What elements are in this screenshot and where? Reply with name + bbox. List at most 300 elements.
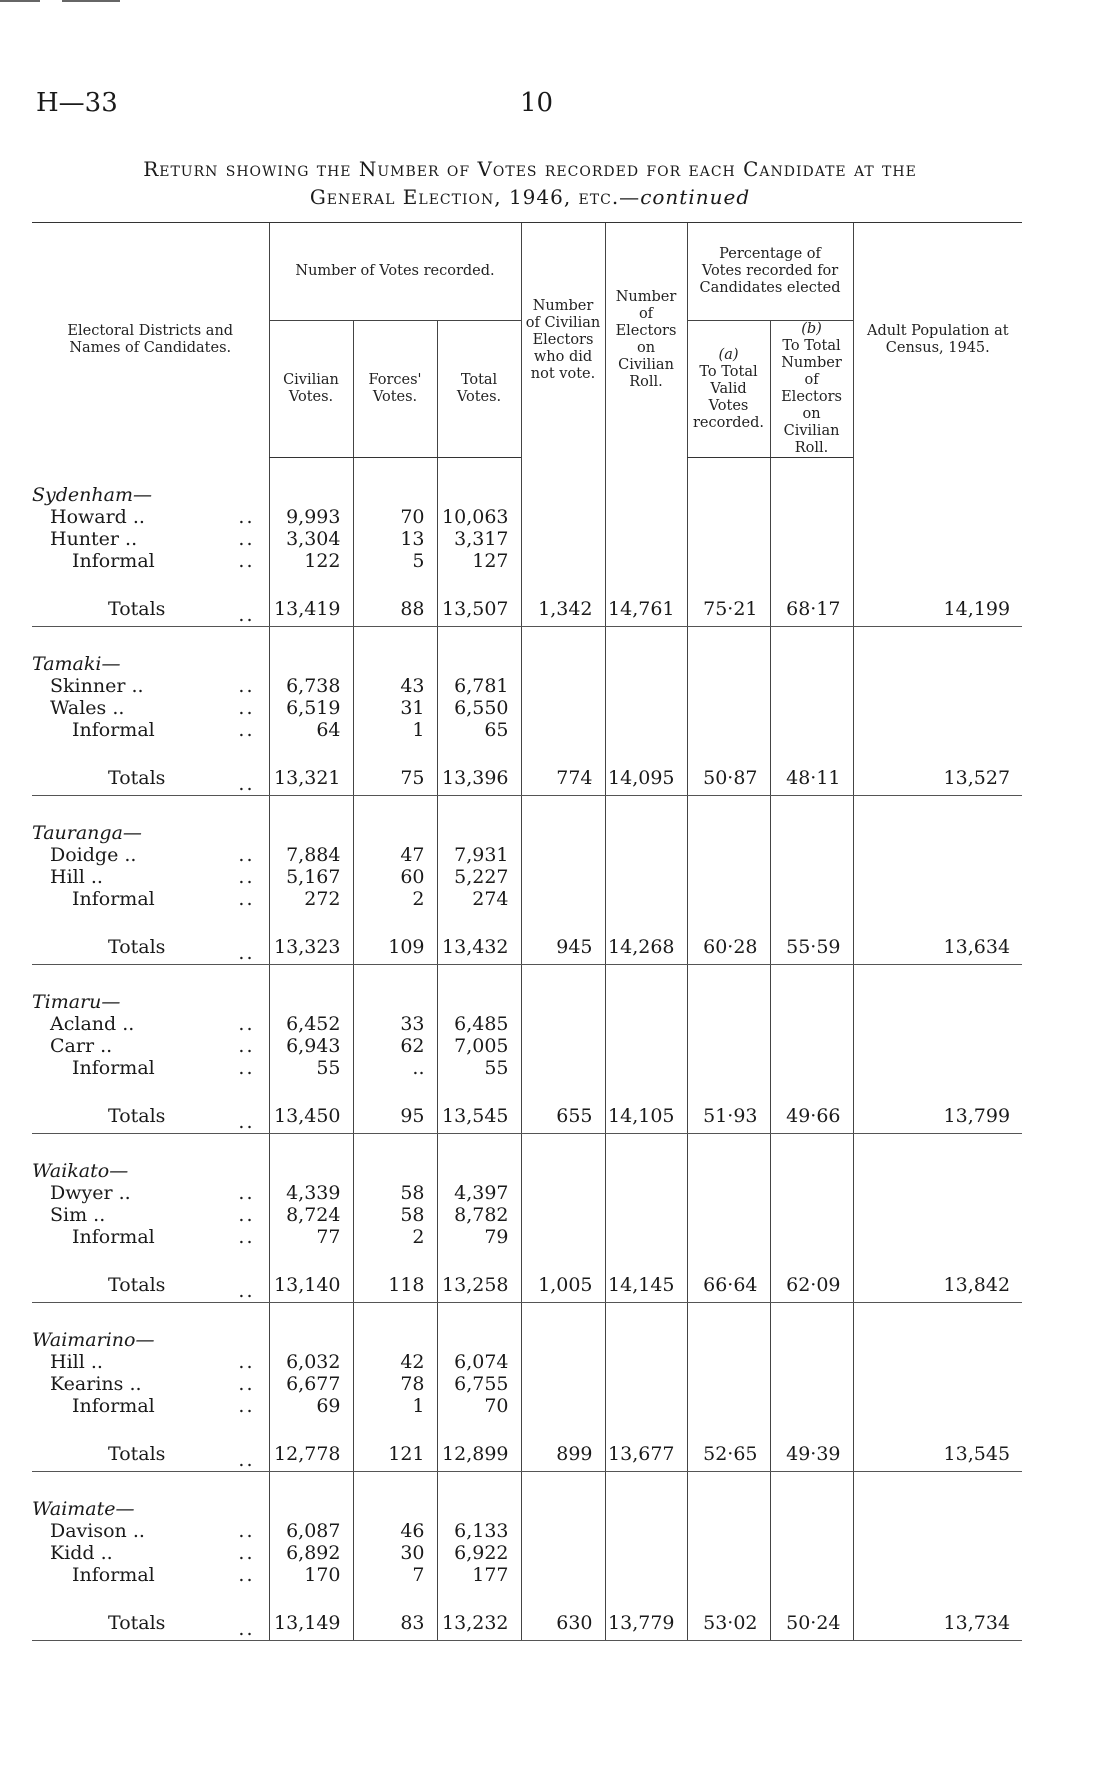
empty-cell: [605, 1520, 687, 1542]
empty-cell: [521, 1471, 605, 1520]
empty-cell: [687, 626, 770, 675]
civilian-votes: 6,032: [269, 1351, 353, 1373]
pct-electors: 50·24: [770, 1586, 853, 1641]
total-votes: 6,781: [437, 675, 521, 697]
leader-dots: ..: [238, 1563, 255, 1586]
empty-cell: [853, 1302, 1022, 1351]
candidate-row: [32, 528, 1022, 550]
empty-cell: [605, 1302, 687, 1351]
informal-row: [32, 888, 1022, 910]
candidate-row: [32, 1351, 1022, 1373]
empty-cell: [605, 1471, 687, 1520]
leader-dots: ..: [238, 1181, 255, 1204]
col-total-header: Total Votes.: [437, 321, 521, 458]
leader-dots: ..: [238, 1372, 255, 1395]
electors-on-roll: 14,145: [605, 1248, 687, 1303]
totals-row: [32, 572, 1022, 627]
civilian-votes-total: 13,419: [269, 572, 353, 627]
pct-valid-votes: 53·02: [687, 1586, 770, 1641]
empty-cell: [269, 1133, 353, 1182]
total-votes: 79: [437, 1226, 521, 1248]
col-pct-b-text: To Total Number of Electors on Civilian Roll.: [781, 338, 842, 456]
empty-cell: [521, 1351, 605, 1373]
candidate-row: [32, 1182, 1022, 1204]
leader-dots: ..: [238, 1110, 255, 1133]
empty-cell: [853, 1351, 1022, 1373]
empty-cell: [521, 697, 605, 719]
col-pct-a-header: [687, 321, 770, 458]
col-civilian-header: Civilian Votes.: [269, 321, 353, 458]
totals-label-text: Totals: [108, 1611, 166, 1634]
forces-votes: 31: [353, 697, 437, 719]
informal-row: [32, 1226, 1022, 1248]
forces-votes: 46: [353, 1520, 437, 1542]
table-body: [32, 458, 1022, 1641]
total-votes: 127: [437, 550, 521, 572]
district-row: [32, 795, 1022, 844]
total-votes: 3,317: [437, 528, 521, 550]
empty-cell: [687, 1471, 770, 1520]
civilian-votes: 5,167: [269, 866, 353, 888]
civilian-votes: 64: [269, 719, 353, 741]
non-voters: 899: [521, 1417, 605, 1472]
informal-row: [32, 1057, 1022, 1079]
empty-cell: [521, 1013, 605, 1035]
total-votes: 8,782: [437, 1204, 521, 1226]
leader-dots: ..: [238, 1279, 255, 1302]
civilian-votes: 122: [269, 550, 353, 572]
empty-cell: [605, 506, 687, 528]
empty-cell: [687, 1564, 770, 1586]
pct-valid-votes: 51·93: [687, 1079, 770, 1134]
empty-cell: [605, 1226, 687, 1248]
civilian-votes: 7,884: [269, 844, 353, 866]
district-name-text: Tamaki—: [32, 652, 121, 675]
empty-cell: [687, 1395, 770, 1417]
totals-label-text: Totals: [108, 1273, 166, 1296]
empty-cell: [687, 1182, 770, 1204]
candidate-row: [32, 1542, 1022, 1564]
total-votes-total: 13,396: [437, 741, 521, 796]
civilian-votes: 170: [269, 1564, 353, 1586]
forces-votes: 58: [353, 1182, 437, 1204]
district-row: [32, 1133, 1022, 1182]
total-votes: 7,005: [437, 1035, 521, 1057]
candidate-name: [32, 1520, 269, 1542]
empty-cell: [770, 506, 853, 528]
informal-label-text: Informal: [72, 718, 155, 741]
forces-votes: 58: [353, 1204, 437, 1226]
candidate-row: [32, 1013, 1022, 1035]
civilian-votes-total: 13,321: [269, 741, 353, 796]
informal-label: [32, 550, 269, 572]
empty-cell: [605, 550, 687, 572]
civilian-votes-total: 13,149: [269, 1586, 353, 1641]
empty-cell: [605, 1133, 687, 1182]
empty-cell: [853, 888, 1022, 910]
informal-label: [32, 1226, 269, 1248]
leader-dots: ..: [238, 696, 255, 719]
district-name-text: Waimate—: [32, 1497, 135, 1520]
empty-cell: [605, 1035, 687, 1057]
adult-population: 13,545: [853, 1417, 1022, 1472]
totals-label-text: Totals: [108, 935, 166, 958]
totals-label-text: Totals: [108, 1442, 166, 1465]
empty-cell: [687, 866, 770, 888]
candidate-name-text: Hill ..: [50, 865, 103, 888]
leader-dots: ..: [238, 505, 255, 528]
civilian-votes: 6,087: [269, 1520, 353, 1542]
district-name: [32, 1471, 269, 1520]
empty-cell: [770, 1373, 853, 1395]
non-voters: 1,005: [521, 1248, 605, 1303]
candidate-row: [32, 506, 1022, 528]
empty-cell: [605, 1013, 687, 1035]
empty-cell: [605, 964, 687, 1013]
forces-votes-total: 88: [353, 572, 437, 627]
informal-label: [32, 888, 269, 910]
forces-votes-total: 95: [353, 1079, 437, 1134]
forces-votes: 1: [353, 1395, 437, 1417]
empty-cell: [853, 1204, 1022, 1226]
forces-votes: 7: [353, 1564, 437, 1586]
leader-dots: ..: [238, 674, 255, 697]
non-voters: 630: [521, 1586, 605, 1641]
total-votes: 70: [437, 1395, 521, 1417]
total-votes: 274: [437, 888, 521, 910]
forces-votes: 78: [353, 1373, 437, 1395]
empty-cell: [687, 1373, 770, 1395]
empty-cell: [770, 795, 853, 844]
empty-cell: [437, 1133, 521, 1182]
leader-dots: ..: [238, 941, 255, 964]
candidate-name-text: Skinner ..: [50, 674, 144, 697]
empty-cell: [853, 866, 1022, 888]
empty-cell: [770, 458, 853, 506]
district-name-text: Timaru—: [32, 990, 121, 1013]
empty-cell: [521, 1395, 605, 1417]
empty-cell: [853, 1226, 1022, 1248]
empty-cell: [269, 1471, 353, 1520]
leader-dots: ..: [238, 1394, 255, 1417]
empty-cell: [853, 458, 1022, 506]
forces-votes: 70: [353, 506, 437, 528]
empty-cell: [687, 528, 770, 550]
candidate-name: [32, 866, 269, 888]
empty-cell: [353, 458, 437, 506]
candidate-name: [32, 1373, 269, 1395]
col-population-header: Adult Population at Census, 1945.: [853, 223, 1022, 458]
electors-on-roll: 14,105: [605, 1079, 687, 1134]
empty-cell: [770, 719, 853, 741]
civilian-votes: 6,519: [269, 697, 353, 719]
empty-cell: [770, 1057, 853, 1079]
leader-dots: ..: [238, 1541, 255, 1564]
civilian-votes: 69: [269, 1395, 353, 1417]
leader-dots: ..: [238, 887, 255, 910]
forces-votes-total: 109: [353, 910, 437, 965]
empty-cell: [770, 888, 853, 910]
total-votes: 6,922: [437, 1542, 521, 1564]
empty-cell: [521, 1520, 605, 1542]
empty-cell: [770, 964, 853, 1013]
empty-cell: [687, 1204, 770, 1226]
col-forces-header: Forces' Votes.: [353, 321, 437, 458]
empty-cell: [770, 528, 853, 550]
non-voters: 945: [521, 910, 605, 965]
empty-cell: [605, 888, 687, 910]
empty-cell: [853, 697, 1022, 719]
empty-cell: [770, 1395, 853, 1417]
forces-votes: 42: [353, 1351, 437, 1373]
empty-cell: [437, 1302, 521, 1351]
leader-dots: ..: [238, 865, 255, 888]
pct-electors: 68·17: [770, 572, 853, 627]
pct-electors: 49·39: [770, 1417, 853, 1472]
informal-label-text: Informal: [72, 1563, 155, 1586]
empty-cell: [353, 964, 437, 1013]
adult-population: 13,734: [853, 1586, 1022, 1641]
empty-cell: [521, 1182, 605, 1204]
empty-cell: [770, 697, 853, 719]
pct-valid-votes: 52·65: [687, 1417, 770, 1472]
totals-label: [32, 572, 269, 627]
empty-cell: [687, 1035, 770, 1057]
empty-cell: [521, 1057, 605, 1079]
empty-cell: [521, 1373, 605, 1395]
empty-cell: [853, 1013, 1022, 1035]
pct-electors: 48·11: [770, 741, 853, 796]
district-row: [32, 1471, 1022, 1520]
pct-valid-votes: 66·64: [687, 1248, 770, 1303]
empty-cell: [353, 1302, 437, 1351]
totals-label-text: Totals: [108, 597, 166, 620]
totals-row: [32, 1586, 1022, 1641]
candidate-row: [32, 844, 1022, 866]
empty-cell: [687, 795, 770, 844]
civilian-votes: 6,943: [269, 1035, 353, 1057]
candidate-name-text: Carr ..: [50, 1034, 113, 1057]
candidate-name-text: Doidge ..: [50, 843, 137, 866]
col-percentage-group-header: Percentage of Votes recorded for Candidates elected: [687, 223, 853, 321]
empty-cell: [269, 795, 353, 844]
empty-cell: [521, 675, 605, 697]
empty-cell: [605, 719, 687, 741]
district-name-text: Waimarino—: [32, 1328, 155, 1351]
empty-cell: [687, 1542, 770, 1564]
empty-cell: [605, 866, 687, 888]
district-name: [32, 1302, 269, 1351]
empty-cell: [605, 1373, 687, 1395]
document-reference: H—33: [36, 88, 118, 118]
candidate-name-text: Davison ..: [50, 1519, 145, 1542]
total-votes-total: 13,258: [437, 1248, 521, 1303]
empty-cell: [770, 1302, 853, 1351]
empty-cell: [605, 1057, 687, 1079]
forces-votes: ..: [353, 1057, 437, 1079]
empty-cell: [605, 1542, 687, 1564]
informal-row: [32, 1564, 1022, 1586]
candidate-name: [32, 506, 269, 528]
candidate-name: [32, 1204, 269, 1226]
leader-dots: ..: [238, 603, 255, 626]
empty-cell: [770, 1013, 853, 1035]
empty-cell: [853, 1471, 1022, 1520]
empty-cell: [521, 1302, 605, 1351]
col-pct-a-text: To Total Valid Votes recorded.: [692, 363, 765, 431]
leader-dots: ..: [238, 718, 255, 741]
empty-cell: [853, 1182, 1022, 1204]
district-name: [32, 1133, 269, 1182]
empty-cell: [770, 1520, 853, 1542]
electors-on-roll: 13,677: [605, 1417, 687, 1472]
empty-cell: [687, 458, 770, 506]
informal-label-text: Informal: [72, 1056, 155, 1079]
non-voters: 655: [521, 1079, 605, 1134]
empty-cell: [521, 1226, 605, 1248]
civilian-votes: 272: [269, 888, 353, 910]
candidate-name-text: Wales ..: [50, 696, 125, 719]
civilian-votes: 3,304: [269, 528, 353, 550]
empty-cell: [521, 1542, 605, 1564]
forces-votes: 60: [353, 866, 437, 888]
forces-votes: 47: [353, 844, 437, 866]
pct-electors: 62·09: [770, 1248, 853, 1303]
leader-dots: ..: [238, 1056, 255, 1079]
total-votes-total: 13,507: [437, 572, 521, 627]
empty-cell: [853, 719, 1022, 741]
empty-cell: [521, 1564, 605, 1586]
empty-cell: [770, 1226, 853, 1248]
empty-cell: [853, 1520, 1022, 1542]
candidate-row: [32, 1373, 1022, 1395]
adult-population: 13,799: [853, 1079, 1022, 1134]
leader-dots: ..: [238, 1225, 255, 1248]
empty-cell: [521, 888, 605, 910]
civilian-votes-total: 12,778: [269, 1417, 353, 1472]
civilian-votes: 77: [269, 1226, 353, 1248]
empty-cell: [853, 626, 1022, 675]
empty-cell: [269, 1302, 353, 1351]
empty-cell: [687, 844, 770, 866]
informal-row: [32, 550, 1022, 572]
empty-cell: [853, 1373, 1022, 1395]
leader-dots: ..: [238, 1519, 255, 1542]
candidate-name: [32, 1182, 269, 1204]
informal-label: [32, 719, 269, 741]
district-name-text: Waikato—: [32, 1159, 129, 1182]
empty-cell: [687, 506, 770, 528]
empty-cell: [770, 1133, 853, 1182]
totals-label: [32, 1417, 269, 1472]
total-votes: 6,485: [437, 1013, 521, 1035]
leader-dots: ..: [238, 527, 255, 550]
empty-cell: [853, 550, 1022, 572]
forces-votes-total: 75: [353, 741, 437, 796]
empty-cell: [353, 626, 437, 675]
empty-cell: [521, 626, 605, 675]
empty-cell: [687, 1520, 770, 1542]
empty-cell: [605, 844, 687, 866]
pct-valid-votes: 60·28: [687, 910, 770, 965]
district-row: [32, 1302, 1022, 1351]
candidate-name: [32, 1013, 269, 1035]
empty-cell: [521, 795, 605, 844]
title-line-1: Return showing the Number of Votes recorded for each Candidate at the: [143, 157, 917, 181]
district-name: [32, 458, 269, 506]
empty-cell: [770, 866, 853, 888]
forces-votes: 5: [353, 550, 437, 572]
col-votes-group-header: Number of Votes recorded.: [269, 223, 521, 321]
total-votes: 5,227: [437, 866, 521, 888]
forces-votes: 13: [353, 528, 437, 550]
civilian-votes: 6,892: [269, 1542, 353, 1564]
pct-electors: 49·66: [770, 1079, 853, 1134]
civilian-votes: 4,339: [269, 1182, 353, 1204]
empty-cell: [605, 1395, 687, 1417]
empty-cell: [353, 1133, 437, 1182]
empty-cell: [853, 1035, 1022, 1057]
total-votes-total: 13,432: [437, 910, 521, 965]
empty-cell: [269, 458, 353, 506]
candidate-name: [32, 697, 269, 719]
empty-cell: [770, 1204, 853, 1226]
civilian-votes: 9,993: [269, 506, 353, 528]
empty-cell: [853, 1395, 1022, 1417]
total-votes: 177: [437, 1564, 521, 1586]
col-pct-b-label: (b): [801, 321, 822, 337]
empty-cell: [770, 1471, 853, 1520]
district-row: [32, 458, 1022, 506]
leader-dots: ..: [238, 772, 255, 795]
adult-population: 13,634: [853, 910, 1022, 965]
empty-cell: [521, 844, 605, 866]
informal-label-text: Informal: [72, 1225, 155, 1248]
electors-on-roll: 13,779: [605, 1586, 687, 1641]
empty-cell: [687, 675, 770, 697]
title-line-2-continued: continued: [640, 185, 751, 209]
electors-on-roll: 14,761: [605, 572, 687, 627]
district-name: [32, 795, 269, 844]
leader-dots: ..: [238, 1448, 255, 1471]
adult-population: 13,842: [853, 1248, 1022, 1303]
empty-cell: [687, 964, 770, 1013]
empty-cell: [687, 550, 770, 572]
empty-cell: [687, 888, 770, 910]
empty-cell: [605, 795, 687, 844]
totals-label: [32, 1079, 269, 1134]
empty-cell: [437, 1471, 521, 1520]
empty-cell: [853, 528, 1022, 550]
total-votes-total: 13,545: [437, 1079, 521, 1134]
empty-cell: [853, 795, 1022, 844]
empty-cell: [521, 458, 605, 506]
non-voters: 1,342: [521, 572, 605, 627]
empty-cell: [521, 1133, 605, 1182]
candidate-name: [32, 675, 269, 697]
empty-cell: [353, 1471, 437, 1520]
empty-cell: [770, 1182, 853, 1204]
empty-cell: [605, 528, 687, 550]
empty-cell: [853, 1133, 1022, 1182]
empty-cell: [853, 1542, 1022, 1564]
empty-cell: [853, 1057, 1022, 1079]
informal-label-text: Informal: [72, 1394, 155, 1417]
civilian-votes: 6,677: [269, 1373, 353, 1395]
candidate-row: [32, 675, 1022, 697]
empty-cell: [687, 1013, 770, 1035]
pct-valid-votes: 75·21: [687, 572, 770, 627]
